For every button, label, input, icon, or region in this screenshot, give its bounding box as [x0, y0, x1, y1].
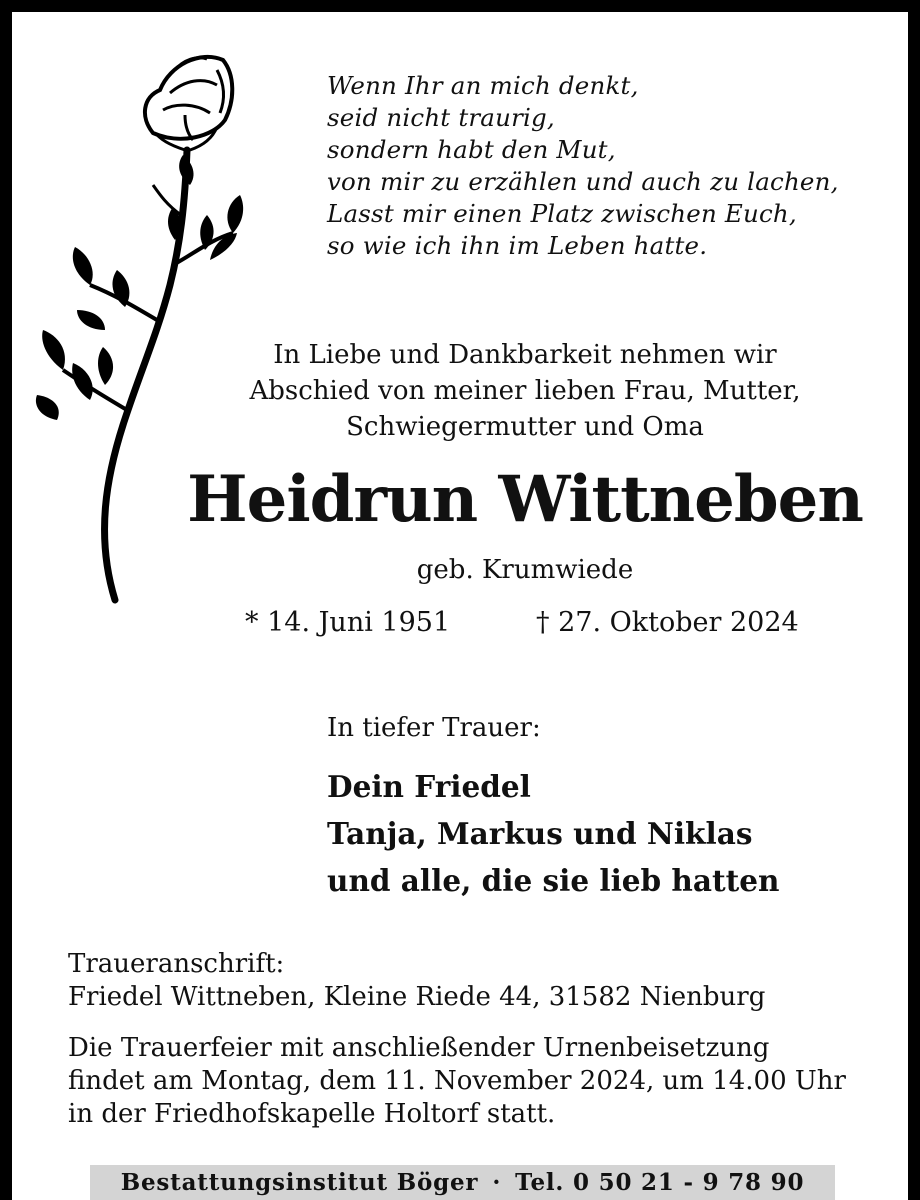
birth-date: * 14. Juni 1951	[245, 607, 451, 638]
farewell-intro	[180, 337, 870, 445]
ceremony-info	[68, 1032, 846, 1131]
ceremony-line: findet am Montag, dem 11. November 2024, um 14.00 Uhr	[68, 1066, 846, 1096]
mourner-line: Tanja, Markus und Niklas	[327, 816, 753, 851]
funeral-home-footer	[90, 1165, 835, 1200]
death-date: † 27. Oktober 2024	[536, 607, 799, 638]
intro-line: In Liebe und Dankbarkeit nehmen wir	[273, 340, 777, 370]
maiden-name: geb. Krumwiede	[416, 555, 634, 585]
address-label: Traueranschrift:	[68, 949, 285, 979]
funeral-home-phone: Tel. 0 50 21 - 9 78 90	[515, 1169, 805, 1196]
mourner-line: Dein Friedel	[327, 769, 531, 804]
footer-separator: ·	[492, 1169, 502, 1196]
memorial-poem	[327, 70, 839, 262]
funeral-home-name: Bestattungsinstitut Böger	[120, 1169, 479, 1196]
ceremony-line: in der Friedhofskapelle Holtorf statt.	[68, 1099, 556, 1129]
ceremony-line: Die Trauerfeier mit anschließender Urnenbeisetzung	[68, 1033, 770, 1063]
mourners-list	[327, 763, 779, 904]
poem-line: von mir zu erzählen und auch zu lachen,	[327, 167, 839, 196]
poem-line: so wie ich ihn im Leben hatte.	[327, 231, 708, 260]
intro-line: Schwiegermutter und Oma	[346, 412, 704, 442]
address-value: Friedel Wittneben, Kleine Riede 44, 31582 Nienburg	[68, 982, 766, 1012]
poem-line: sondern habt den Mut,	[327, 135, 616, 164]
intro-line: Abschied von meiner lieben Frau, Mutter,	[249, 376, 801, 406]
mourning-label: In tiefer Trauer:	[327, 713, 541, 743]
poem-line: Wenn Ihr an mich denkt,	[327, 71, 639, 100]
poem-line: seid nicht traurig,	[327, 103, 555, 132]
mourning-address	[68, 948, 765, 1014]
mourner-line: und alle, die sie lieb hatten	[327, 863, 780, 898]
deceased-name: Heidrun Wittneben	[187, 462, 863, 537]
poem-line: Lasst mir einen Platz zwischen Euch,	[327, 199, 797, 228]
